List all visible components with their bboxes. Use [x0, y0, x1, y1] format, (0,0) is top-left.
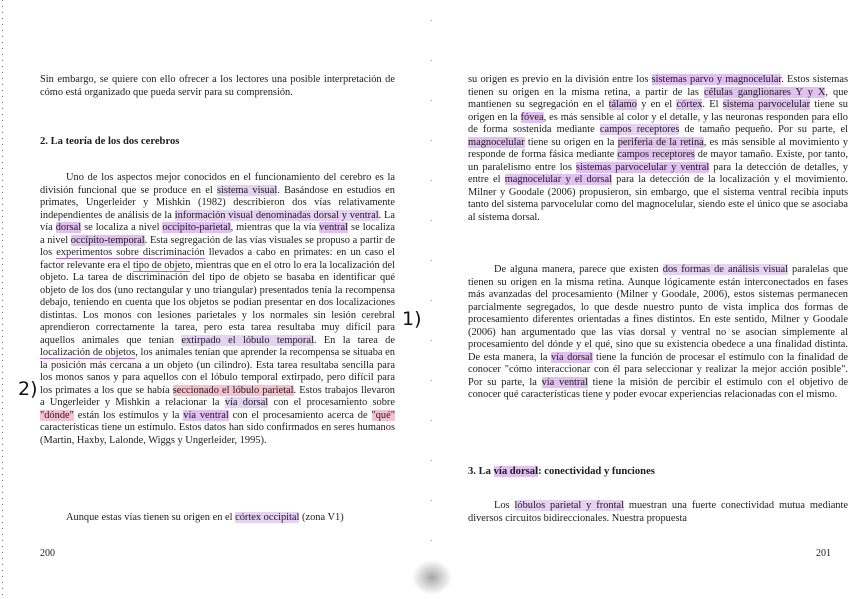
highlight: dorsal [55, 222, 82, 233]
highlight: seccionado el lóbulo parietal [172, 384, 294, 396]
highlight: vía dorsal [224, 397, 269, 408]
highlight: fóvea [520, 111, 544, 123]
section-heading-2: 2. La teoría de los dos cerebros [40, 136, 180, 147]
paragraph-parvo-magno: su origen es previo en la división entre los sistemas parvo y magnocelular. Estos sistemas tienen su origen en la misma retina, a partir de las células ganglionares Y y X, que mantienen su segregación en el tálamo y en el córtex. El sistema parvocelular tiene su origen en la fóvea, es más sensible al color y el detalle, y las neuronas responden para ello de forma sostenida mediante campos receptores de tamaño pequeño. Por su parte, el magnocelular tiene su origen en la periferia de la retina, es más sensible al movimiento y responde de forma fásica mediante campos receptores de mayor tamaño. Existe, por tanto, un paralelismo entre los sistemas parvocelular y ventral para la detección de detalles, y entre el magnocelular y el dorsal para la detección de la localización y el movimiento. Milner y Goodale (2006) propusieron, sin embargo, que el sistema ventral recibía inputs tanto del sistema parvocelular como del magnocelular, siendo este el único que se asociaba al sistema dorsal. [468, 74, 848, 223]
highlight: córtex [676, 99, 703, 110]
highlight: "dónde" [40, 409, 74, 421]
paragraph-lobes: Los lóbulos parietal y frontal muestran una fuerte conectividad mutua mediante diversos circuitos bidireccionales. Nuestra propuesta [468, 500, 848, 524]
underline: tipo de objeto [132, 259, 191, 271]
highlight: vía ventral [183, 409, 229, 421]
margin-mark-1: 1) [402, 308, 422, 330]
highlight: periferia de la retina [617, 136, 704, 148]
page-number-left: 200 [40, 548, 55, 559]
highlight: ventral [319, 222, 349, 233]
highlight: occípito-parietal [162, 222, 231, 233]
highlight: tálamo [608, 99, 637, 110]
highlight: campos receptores [617, 149, 695, 160]
intro-paragraph: Sin embargo, se quiere con ello ofrecer a los lectores una posible interpretación de cómo está organizado que pueda servir para su comprensión. [40, 74, 395, 98]
underline: localización de objetos [40, 347, 136, 358]
highlight: información visual denominadas dorsal y ventral [174, 209, 379, 221]
highlight: córtex occipital [235, 512, 300, 523]
paragraph-origin: Aunque estas vías tienen su origen en el córtex occipital (zona V1) [66, 512, 344, 523]
right-page [424, 0, 848, 599]
highlight: vía ventral [541, 376, 588, 388]
highlight: sistemas parvocelular y ventral [575, 161, 710, 173]
highlight: occípito-temporal [70, 234, 145, 246]
highlight: sistema visual [216, 184, 278, 196]
highlight: "qué" [371, 409, 395, 421]
highlight: dos formas de análisis visual [662, 264, 788, 275]
highlight: vía dorsal [493, 466, 539, 477]
highlight: campos receptores [599, 124, 680, 135]
highlight: magnocelular y el dorsal [504, 174, 612, 185]
paragraph-two-brains: Uno de los aspectos mejor conocidos en el funcionamiento del cerebro es la división funcional que se produce en el sistema visual. Basándose en estudios en primates, Ungerleider y Mishkin (1982) describieron dos vías relativamente independientes de análisis de la información visual denominadas dorsal y ventral. La vía dorsal se localiza a nivel occípito-parietal, mientras que la vía ventral se localiza a nivel occípito-temporal. Esta segregación de las vías visuales se propuso a partir de los experimentos sobre discriminación llevados a cabo en primates: en un caso el factor relevante era el tipo de objeto, mientras que en el otro lo era la localización del objeto. La tarea de discriminación del tipo de objeto se basaba en identificar qué objeto de los dos (uno rectangular y uno triangular) presentados tenía la recompensa debajo, teniendo en cuenta que los objetos se podían presentar en dos localizaciones distintas. Los monos con lesiones parietales y los normales sin lesión cerebral aprendieron correctamente la tarea, pero esta tarea resultaba muy difícil para aquellos animales que tenían extirpado el lóbulo temporal. En la tarea de localización de objetos, los animales tenían que aprender la recompensa se situaba en la posición más cercana a un objeto (un cilindro). Esta tarea resultaba sencilla para los monos sanos y para aquellos con el lóbulo temporal extirpado, pero difícil para los primates a los que se había seccionado el lóbulo parietal. Estos trabajos llevaron a Ungerleider y Mishkin a relacionar la vía dorsal con el procesamiento sobre "dónde" están los estímulos y la vía ventral con el procesamiento acerca de "qué" características tiene un estímulo. Estos datos han sido confirmados en seres humanos (Martin, Haxby, Lalonde, Wiggs y Ungerleider, 1995). [40, 172, 396, 446]
highlight: lóbulos parietal y frontal [514, 500, 624, 511]
highlight: magnocelular [468, 136, 525, 148]
page-number-right: 201 [816, 548, 831, 559]
margin-mark-2: 2) [18, 378, 38, 400]
highlight: extirpado el lóbulo temporal [181, 334, 314, 346]
highlight: sistemas parvo y magnocelular [651, 74, 782, 85]
highlight: sistema parvocelular [722, 99, 811, 110]
section-heading-3: 3. La vía dorsal: conectividad y funciones [468, 466, 655, 477]
paragraph-two-forms: De alguna manera, parece que existen dos formas de análisis visual paralelas que tienen su origen en la misma retina. Aunque lógicamente están interconectados en fases más avanzadas del procesamiento (Milner y Goodale, 2006), estos sistemas permanecen parcialmente segregados, lo que desde nuestro punto de vista implica dos formas de procesamiento diferentes orientadas a fines distintos. En este sentido, Milner y Goodale (2006) han argumentado que las vías dorsal y ventral no se asocian simplemente al procesamiento del dónde y el qué, sino que su existencia obedece a una finalidad distinta. De esta manera, la vía dorsal tiene la función de procesar el estímulo con la finalidad de conocer "cómo interaccionar con él para seleccionar y realizar la mejor acción posible". Por su parte, la vía ventral tiene la misión de percibir el estímulo con el objetivo de conocer qué características tiene y poder evocar experiencias relacionadas con el mismo. [468, 264, 848, 400]
highlight: vía dorsal [550, 351, 593, 363]
highlight: células ganglionares Y y X [703, 86, 826, 98]
underline: experimentos sobre discriminación [56, 247, 205, 258]
